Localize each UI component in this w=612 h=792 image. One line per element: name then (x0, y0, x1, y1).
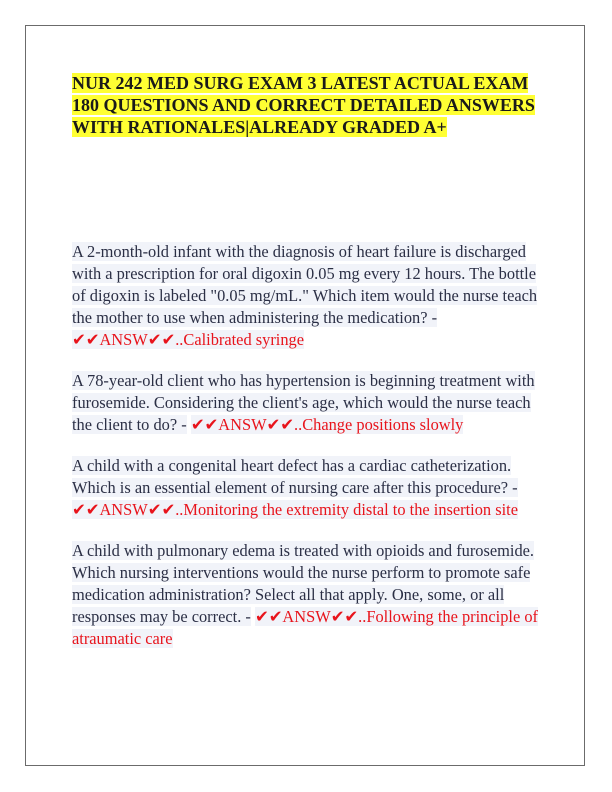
answer-text: ✔✔ANSW✔✔..Following the principle of atraumatic care (72, 607, 538, 648)
answer-text: ✔✔ANSW✔✔..Calibrated syringe (72, 330, 305, 349)
document-title (72, 72, 542, 138)
qa-list (72, 241, 547, 669)
answer-text: ✔✔ANSW✔✔..Monitoring the extremity distal to the insertion site (72, 500, 518, 519)
question-text: A child with pulmonary edema is treated with opioids and furosemide. Which nursing interventions would the nurse perform to promote safe medication administration? Select all that apply. One, some, or all responses may be correct. - (72, 541, 535, 626)
document-title-text: NUR 242 MED SURG EXAM 3 LATEST ACTUAL EXAM 180 QUESTIONS AND CORRECT DETAILED ANSWERS WITH RATIONALES|ALREADY GRADED A+ (72, 73, 535, 137)
qa-item (72, 455, 547, 521)
qa-item (72, 370, 547, 436)
qa-item (72, 540, 547, 650)
question-text: A child with a congenital heart defect has a cardiac catheterization. Which is an essential element of nursing care after this procedure? - (72, 456, 518, 497)
question-text: A 2-month-old infant with the diagnosis of heart failure is discharged with a prescription for oral digoxin 0.05 mg every 12 hours. The bottle of digoxin is labeled "0.05 mg/mL." Which item would the nurse teach the mother to use when administering the medication? - (72, 242, 538, 327)
answer-text: ✔✔ANSW✔✔..Change positions slowly (190, 415, 464, 434)
qa-item (72, 241, 547, 351)
question-text: A 78-year-old client who has hypertension is beginning treatment with furosemide. Considering the client's age, which would the nurse teach the client to do? - (72, 371, 535, 434)
